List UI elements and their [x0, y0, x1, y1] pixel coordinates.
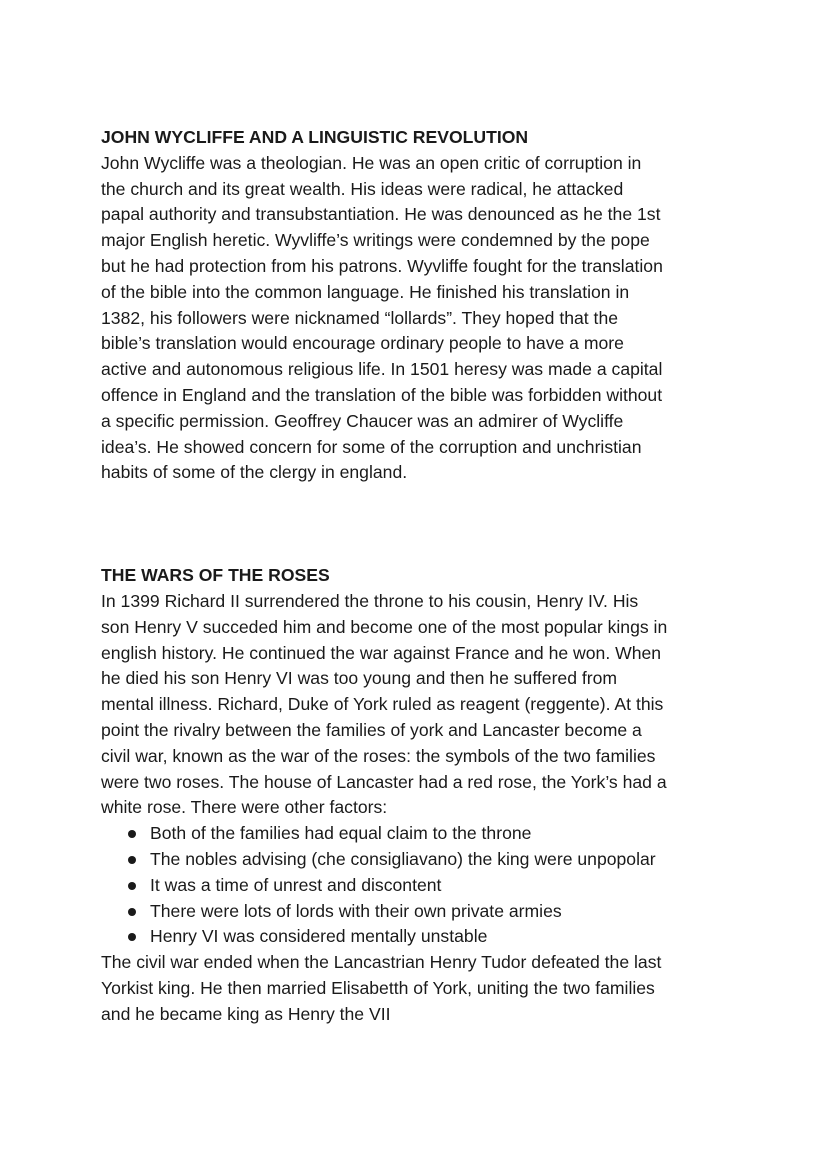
paragraph-line: bible’s translation would encourage ordinary people to have a more: [101, 333, 624, 354]
section-heading: THE WARS OF THE ROSES: [101, 565, 330, 586]
section-wycliffe: [101, 125, 741, 486]
paragraph-line: John Wycliffe was a theologian. He was an open critic of corruption in: [101, 152, 642, 173]
list-item: Henry VI was considered mentally unstable: [124, 924, 741, 950]
paragraph-line: The civil war ended when the Lancastrian Henry Tudor defeated the last: [101, 952, 662, 973]
factors-list: [101, 821, 741, 950]
closing-paragraph: [101, 950, 741, 1027]
paragraph-line: civil war, known as the war of the roses: the symbols of the two families: [101, 745, 656, 766]
section-paragraph: [101, 589, 741, 821]
paragraph-line: but he had protection from his patrons. Wyvliffe fought for the translation: [101, 255, 663, 276]
paragraph-line: papal authority and transubstantiation. He was denounced as he the 1st: [101, 204, 661, 225]
paragraph-line: of the bible into the common language. He finished his translation in: [101, 281, 630, 302]
document-content: [101, 125, 741, 1028]
paragraph-line: Yorkist king. He then married Elisabetth of York, uniting the two families: [101, 977, 655, 998]
list-item: There were lots of lords with their own private armies: [124, 899, 741, 925]
paragraph-line: active and autonomous religious life. In 1501 heresy was made a capital: [101, 359, 663, 380]
list-item: The nobles advising (che consigliavano) the king were unpopolar: [124, 847, 741, 873]
paragraph-line: idea’s. He showed concern for some of the corruption and unchristian: [101, 436, 642, 457]
section-paragraph: [101, 151, 741, 486]
paragraph-line: major English heretic. Wyvliffe’s writings were condemned by the pope: [101, 230, 650, 251]
section-spacer: [101, 486, 741, 563]
paragraph-line: a specific permission. Geoffrey Chaucer was an admirer of Wycliffe: [101, 410, 624, 431]
paragraph-line: mental illness. Richard, Duke of York ruled as reagent (reggente). At this: [101, 694, 664, 715]
paragraph-line: In 1399 Richard II surrendered the throne to his cousin, Henry IV. His: [101, 590, 639, 611]
section-wars-of-the-roses: [101, 563, 741, 1027]
list-item: It was a time of unrest and discontent: [124, 873, 741, 899]
paragraph-line: the church and its great wealth. His ideas were radical, he attacked: [101, 178, 624, 199]
paragraph-line: white rose. There were other factors:: [101, 797, 388, 818]
paragraph-line: point the rivalry between the families of york and Lancaster become a: [101, 719, 642, 740]
paragraph-line: offence in England and the translation of the bible was forbidden without: [101, 384, 663, 405]
paragraph-line: and he became king as Henry the VII: [101, 1003, 391, 1024]
paragraph-line: were two roses. The house of Lancaster had a red rose, the York’s had a: [101, 771, 667, 792]
paragraph-line: 1382, his followers were nicknamed “lollards”. They hoped that the: [101, 307, 619, 328]
paragraph-line: son Henry V succeded him and become one of the most popular kings in: [101, 616, 668, 637]
section-heading: JOHN WYCLIFFE AND A LINGUISTIC REVOLUTION: [101, 127, 529, 147]
list-item: Both of the families had equal claim to the throne: [124, 821, 741, 847]
paragraph-line: habits of some of the clergy in england.: [101, 462, 408, 483]
paragraph-line: english history. He continued the war against France and he won. When: [101, 642, 662, 663]
paragraph-line: he died his son Henry VI was too young and then he suffered from: [101, 668, 618, 689]
